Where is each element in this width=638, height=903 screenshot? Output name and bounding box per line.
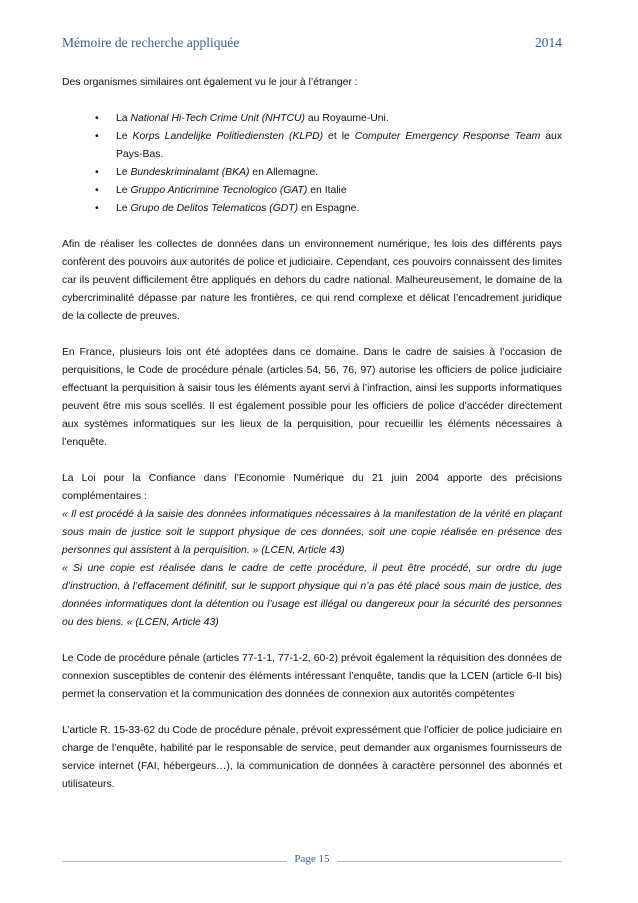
list-item: • Le Grupo de Delitos Telematicos (GDT) en Espagne. (62, 200, 562, 218)
intro-paragraph: Des organismes similaires ont également vu le jour à l’étranger : (62, 77, 358, 88)
bullet-icon: • (95, 113, 99, 124)
paragraph-legal-limits: Afin de réaliser les collectes de données dans un environnement numérique, les lois des différents pays confèrent des pouvoirs aux autorités de police et judiciaire. Cependant, ces pouvoirs connaissent des limites car ils peuvent difficilement être appliqués en dehors du cadre national. Malheureusement, le domaine de la cybercriminalité dépasse par nature les frontières, ce qui rend complexe et délicat l’encadrement juridique de la collecte de preuves. (62, 239, 562, 322)
header-title: Mémoire de recherche appliquée (62, 35, 240, 50)
list-item: • Le Gruppo Anticrimine Tecnologico (GAT) en Italie (62, 182, 562, 200)
page-footer (62, 853, 562, 867)
bullet-icon: • (95, 203, 99, 214)
page-number: Page 15 (294, 853, 330, 865)
document-body (62, 74, 562, 794)
footer-rule-right (337, 861, 562, 862)
paragraph-france-laws: En France, plusieurs lois ont été adoptées dans ce domaine. Dans le cadre de saisies à l’occasion de perquisitions, le Code de procédure pénale (articles 54, 56, 76, 97) autorise les officiers de police judiciaire effectuant la perquisition à saisir tous les éléments ayant servi à l’infraction, ainsi les supports informatiques peuvent être mis sous scellés. Il est également possible pour les officiers de police d’accéder directement aux systèmes informatiques sur les lieux de la perquisition, pour recueillir les éléments nécessaires à l’enquête. (62, 347, 562, 448)
paragraph-connection-data: Le Code de procédure pénale (articles 77-1-1, 77-1-2, 60-2) prévoit également la réquisition des données de connexion susceptibles de contenir des éléments intéressant l’enquête, tandis que la LCEN (article 6-II bis) permet la conservation et la communication des données de connexion aux autorités compétentes (62, 653, 562, 700)
list-item: • La National Hi-Tech Crime Unit (NHTCU) au Royaume-Uni. (62, 110, 562, 128)
bullet-icon: • (95, 185, 99, 196)
organisms-list (62, 110, 562, 218)
header-year: 2014 (535, 35, 562, 50)
bullet-icon: • (95, 167, 99, 178)
quote-lcen-1: « Il est procédé à la saisie des données informatiques nécessaires à la manifestation de la vérité en plaçant sous main de justice soit le support physique de ces données, soit une copie réalisée en présence des personnes qui assistent à la perquisition. » (LCEN, Article 43) (62, 509, 562, 556)
bullet-icon: • (95, 131, 99, 142)
paragraph-lcen-intro: La Loi pour la Confiance dans l’Economie Numérique du 21 juin 2004 apporte des précisions complémentaires : (62, 473, 562, 502)
paragraph-article-r15: L’article R. 15-33-62 du Code de procédure pénale, prévoit expressément que l’officier de police judiciaire en charge de l’enquête, habilité par le responsable de service, peut demander aux organismes fournisseurs de service internet (FAI, hébergeurs…), la communication de données à caractère personnel des abonnés et utilisateurs. (62, 725, 562, 790)
list-item: • Le Bundeskriminalamt (BKA) en Allemagne. (62, 164, 562, 182)
list-item: • Le Korps Landelijke Politiediensten (KLPD) et le Computer Emergency Response Team aux Pays-Bas. (62, 128, 562, 164)
quote-lcen-2: « Si une copie est réalisée dans le cadre de cette procédure, il peut être procédé, sur ordre du juge d’instruction, à l’effacement définitif, sur le support physique qui n’a pas été placé sous main de justice, des données informatiques dont la détention ou l’usage est illégal ou dangereux pour la sécurité des personnes ou des biens. « (LCEN, Article 43) (62, 563, 562, 628)
page-header (62, 35, 562, 53)
